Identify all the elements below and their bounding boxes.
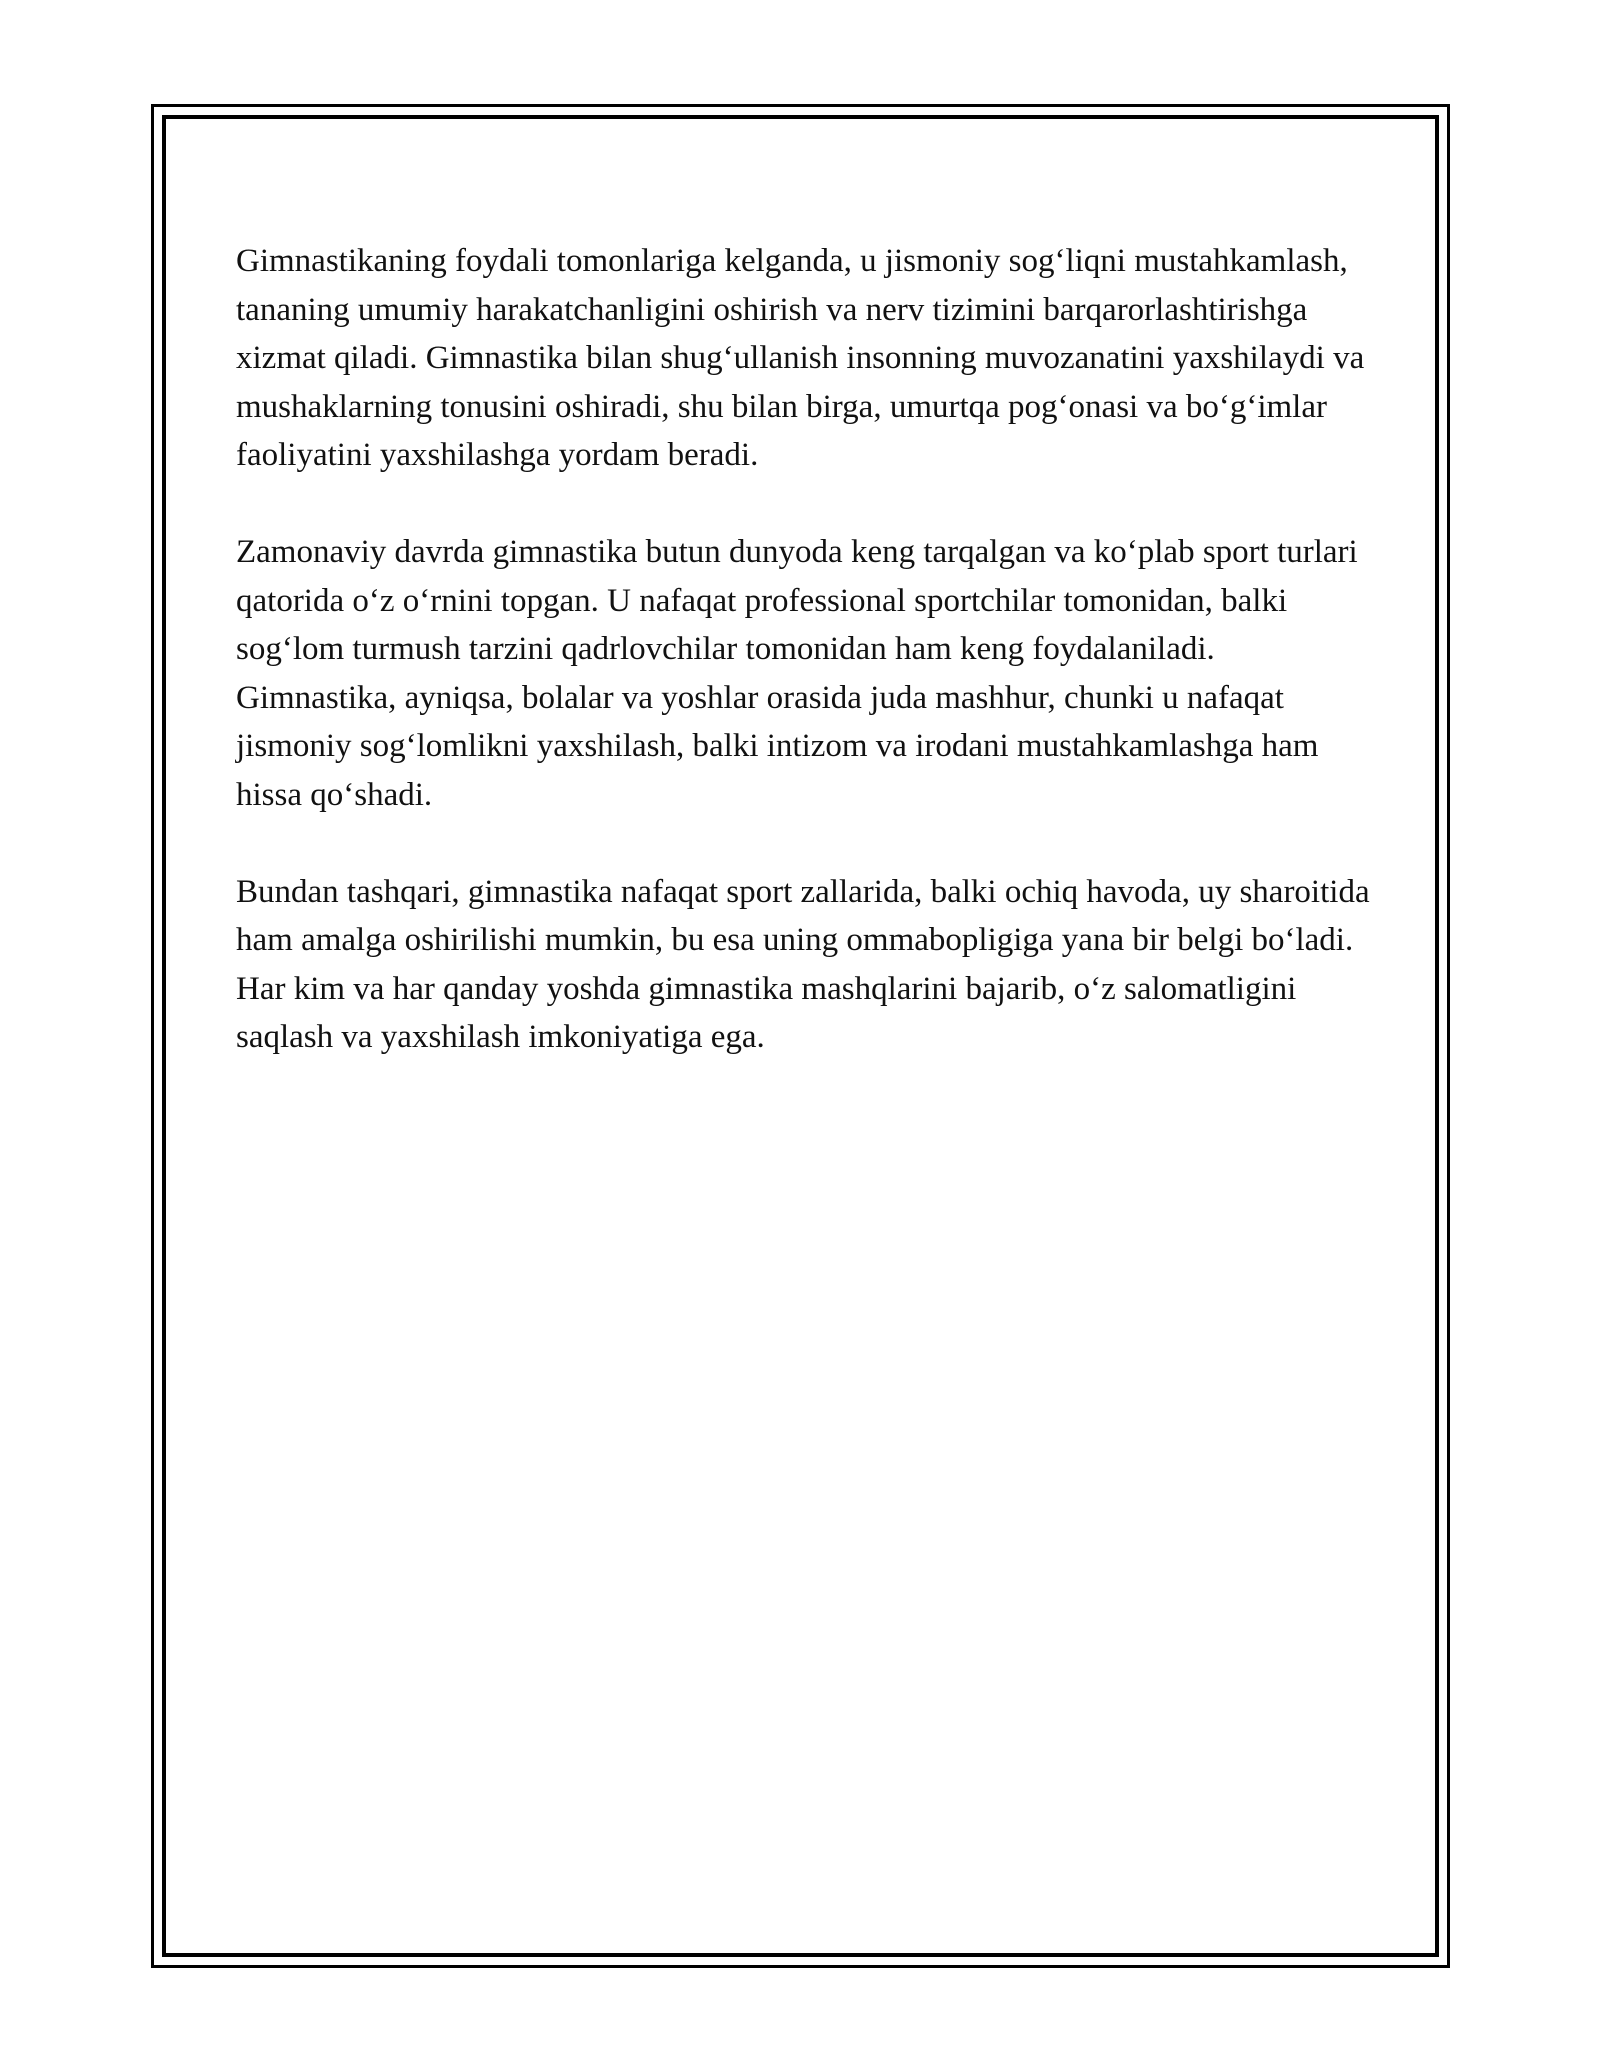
paragraph-2: Zamonaviy davrda gimnastika butun dunyoda keng tarqalgan va ko‘plab sport turlari qatorida o‘z o‘rnini topgan. U nafaqat professional sportchilar tomonidan, balki sog‘lom turmush tarzini qadrlovchilar tomonidan ham keng foydalaniladi. Gimnastika, ayniqsa, bolalar va yoshlar orasida juda mashhur, chunki u nafaqat jismoniy sog‘lomlikni yaxshilash, balki intizom va irodani mustahkamlashga ham hissa qo‘shadi.: [236, 534, 1358, 813]
paragraph-3: Bundan tashqari, gimnastika nafaqat sport zallarida, balki ochiq havoda, uy sharoitida ham amalga oshirilishi mumkin, bu esa uning ommabopligiga yana bir belgi bo‘ladi. Har kim va har qanday yoshda gimnastika mashqlarini bajarib, o‘z salomatligini saqlash va yaxshilash imkoniyatiga ega.: [236, 873, 1370, 1055]
document-body: [236, 237, 1376, 1110]
paragraph-1: Gimnastikaning foydali tomonlariga kelganda, u jismoniy sog‘liqni mustahkamlash, tananing umumiy harakatchanligini oshirish va nerv tizimini barqarorlashtirishga xizmat qiladi. Gimnastika bilan shug‘ullanish insonning muvozanatini yaxshilaydi va mushaklarning tonusini oshiradi, shu bilan birga, umurtqa pog‘onasi va bo‘g‘imlar faoliyatini yaxshilashga yordam beradi.: [236, 243, 1365, 473]
